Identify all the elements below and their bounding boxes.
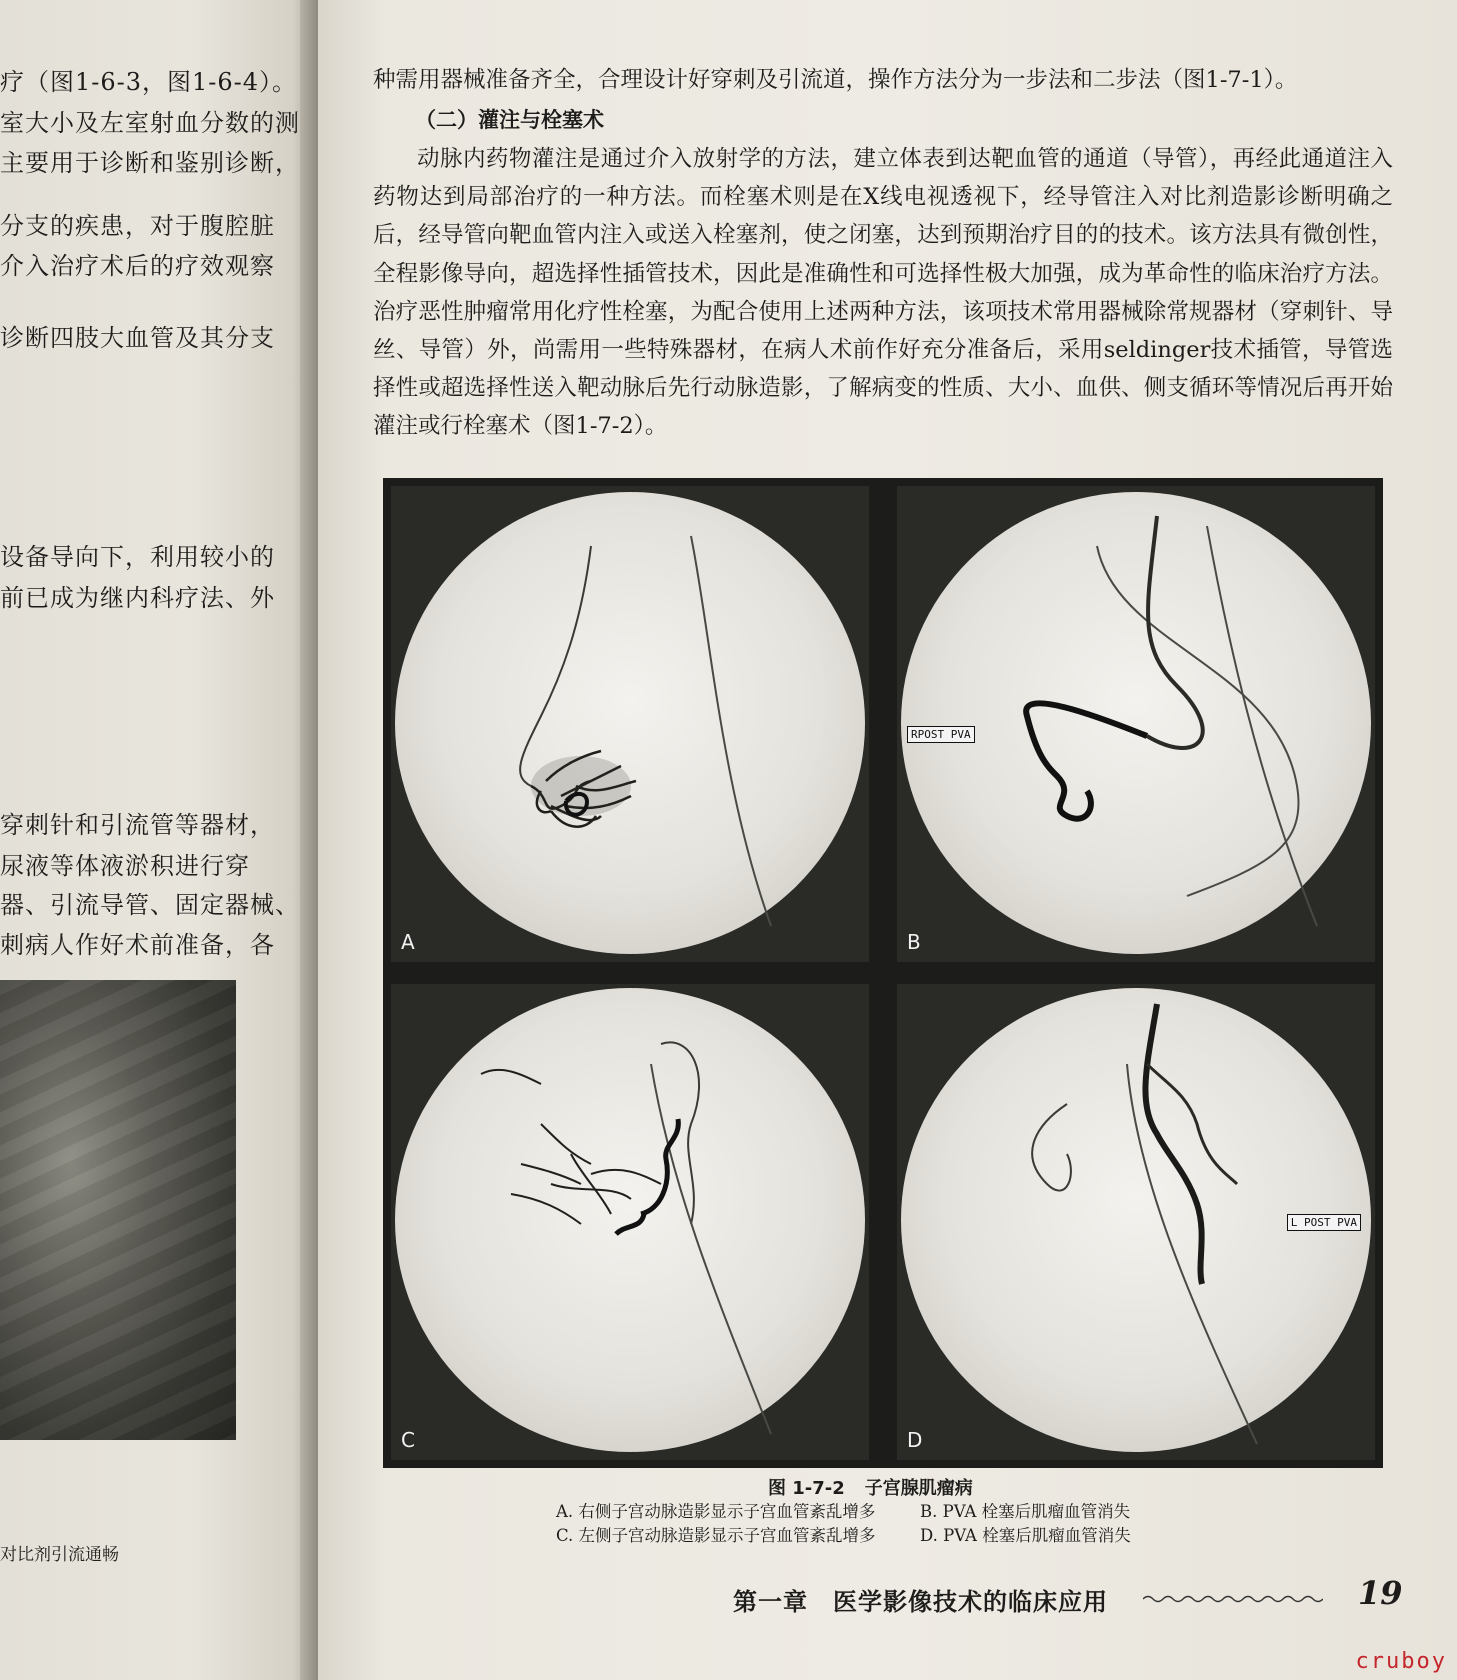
legend-item-b: B. PVA 栓塞后肌瘤血管消失 (920, 1502, 1131, 1521)
left-text-line: 刺病人作好术前准备，各 (0, 931, 275, 959)
figure-panel-a (391, 486, 869, 962)
legend-item-d: D. PVA 栓塞后肌瘤血管消失 (920, 1526, 1131, 1545)
figure-panel-d (897, 984, 1375, 1460)
right-page (318, 0, 1457, 1680)
panel-letter: B (907, 930, 921, 954)
figure-panel-b (897, 486, 1375, 962)
footer-wave-decoration (1143, 1594, 1323, 1604)
chapter-footer: 第一章 医学影像技术的临床应用 (733, 1588, 1108, 1616)
left-text-line: 介入治疗术后的疗效观察 (0, 252, 275, 280)
vessel-drawing (897, 486, 1375, 962)
panel-annotation-label: RPOST PVA (907, 726, 975, 743)
vessel-drawing (391, 984, 869, 1460)
figure-legend-left (556, 1500, 876, 1548)
continued-text-line: 种需用器械准备齐全，合理设计好穿刺及引流道，操作方法分为一步法和二步法（图1-7-1）。 (373, 67, 1298, 93)
panel-letter: D (907, 1428, 923, 1452)
left-text-line: 穿刺针和引流管等器材， (0, 811, 275, 839)
section-heading: （二）灌注与栓塞术 (415, 108, 604, 132)
panel-letter: C (401, 1428, 415, 1452)
page-number: 19 (1358, 1574, 1403, 1612)
figure-number: 图 1-7-2 (768, 1478, 845, 1499)
left-text-line: 器、引流导管、固定器械、 (0, 891, 300, 919)
left-text-line: 诊断四肢大血管及其分支 (0, 324, 275, 352)
left-text-line: 分支的疾患，对于腹腔脏 (0, 212, 275, 240)
figure-legend-right (920, 1500, 1131, 1548)
left-text-line: 疗（图1-6-3，图1-6-4）。 (0, 68, 298, 96)
panel-annotation-label: L POST PVA (1287, 1214, 1361, 1231)
figure-1-7-2 (383, 478, 1383, 1468)
watermark: cruboy (1355, 1649, 1447, 1674)
legend-item-c: C. 左侧子宫动脉造影显示子宫血管紊乱增多 (556, 1526, 876, 1545)
left-text-line: 前已成为继内科疗法、外 (0, 584, 275, 612)
figure-title (768, 1474, 973, 1500)
left-text-line: 主要用于诊断和鉴别诊断， (0, 149, 300, 177)
left-text-line: 尿液等体液淤积进行穿 (0, 852, 250, 880)
body-paragraph: 动脉内药物灌注是通过介入放射学的方法，建立体表到达靶血管的通道（导管），再经此通道注入药物达到局部治疗的一种方法。而栓塞术则是在X线电视透视下，经导管注入对比剂造影诊断明确之后，经导管向靶血管内注入或送入栓塞剂，使之闭塞，达到预期治疗目的的技术。该方法具有微创性，全程影像导向，超选择性插管技术，因此是准确性和可选择性极大加强，成为革命性的临床治疗方法。治疗恶性肿瘤常用化疗性栓塞，为配合使用上述两种方法，该项技术常用器械除常规器材（穿刺针、导丝、导管）外，尚需用一些特殊器材，在病人术前作好充分准备后，采用seldinger技术插管，导管选择性或超选择性送入靶动脉后先行动脉造影，了解病变的性质、大小、血供、侧支循环等情况后再开始灌注或行栓塞术（图1-7-2）。 (373, 146, 1393, 440)
vessel-drawing (391, 486, 869, 962)
left-text-line: 设备导向下，利用较小的 (0, 543, 275, 571)
legend-item-a: A. 右侧子宫动脉造影显示子宫血管紊乱增多 (556, 1502, 876, 1521)
left-page-xray-image (0, 980, 236, 1440)
left-text-line: 室大小及左室射血分数的测 (0, 109, 300, 137)
left-page (0, 0, 318, 1680)
figure-panel-c (391, 984, 869, 1460)
panel-letter: A (401, 930, 415, 954)
figure-title-text: 子宫腺肌瘤病 (864, 1478, 973, 1499)
left-figure-caption: 对比剂引流通畅 (0, 1545, 119, 1565)
